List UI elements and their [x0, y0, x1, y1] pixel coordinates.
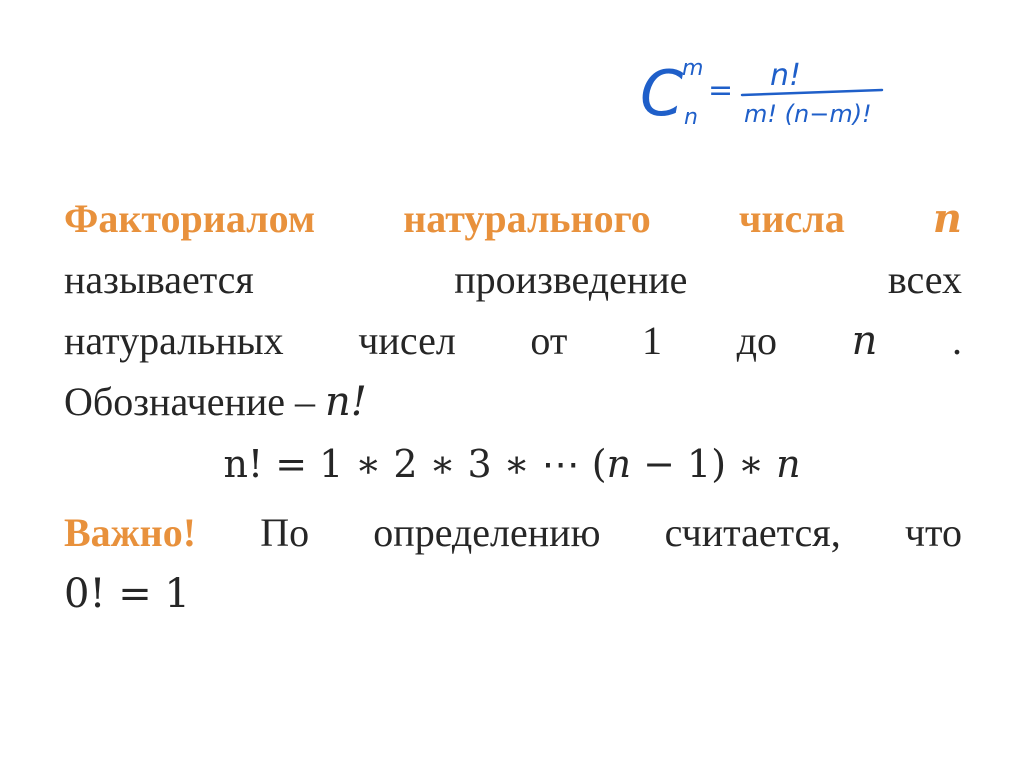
note-line-2 [64, 564, 962, 624]
definition-line-1 [64, 189, 962, 249]
hw-denominator: m! (n−m)! [744, 100, 872, 128]
formula-mid: − 1) ∗ [631, 442, 777, 486]
definition-period: . [951, 318, 962, 363]
term-variable: n [932, 195, 962, 242]
definition-word: 1 [641, 318, 662, 363]
formula-lhs: n! = 1 ∗ 2 ∗ 3 ∗ ⋯ ( [223, 442, 607, 486]
hw-c: C [640, 57, 684, 130]
hw-sup: m [682, 56, 704, 81]
note-word: По [260, 510, 310, 555]
zero-factorial: 0! = 1 [64, 571, 190, 617]
formula-n1: n [606, 442, 632, 486]
note-line-1 [64, 503, 962, 563]
term-word: Факториалом [64, 196, 316, 241]
notation-label: Обозначение – [64, 379, 326, 424]
note-word: определению [373, 510, 601, 555]
term-word: натурального [403, 196, 651, 241]
definition-word: натуральных [64, 318, 284, 363]
hw-sub: n [684, 105, 698, 130]
definition-line-2 [64, 250, 962, 310]
definition-line-4 [64, 372, 962, 432]
notation-symbol: n! [325, 379, 367, 425]
handwritten-formula [640, 40, 900, 140]
hw-equals: = [708, 73, 734, 108]
definition-word: называется [64, 257, 254, 302]
definition-word: чисел [358, 318, 456, 363]
definition-variable: n [851, 318, 878, 364]
hw-numerator: n! [770, 58, 802, 93]
note-label: Важно! [64, 510, 197, 555]
definition-word: произведение [454, 257, 688, 302]
note-word: что [904, 510, 962, 555]
note-word: считается, [664, 510, 841, 555]
definition-word: до [736, 318, 777, 363]
definition-word: от [530, 318, 568, 363]
factorial-formula [0, 434, 1024, 495]
hw-fraction-bar [742, 90, 882, 95]
term-word: числа [738, 196, 845, 241]
formula-n2: n [776, 442, 801, 486]
definition-line-3 [64, 311, 962, 371]
definition-word: всех [887, 257, 962, 302]
